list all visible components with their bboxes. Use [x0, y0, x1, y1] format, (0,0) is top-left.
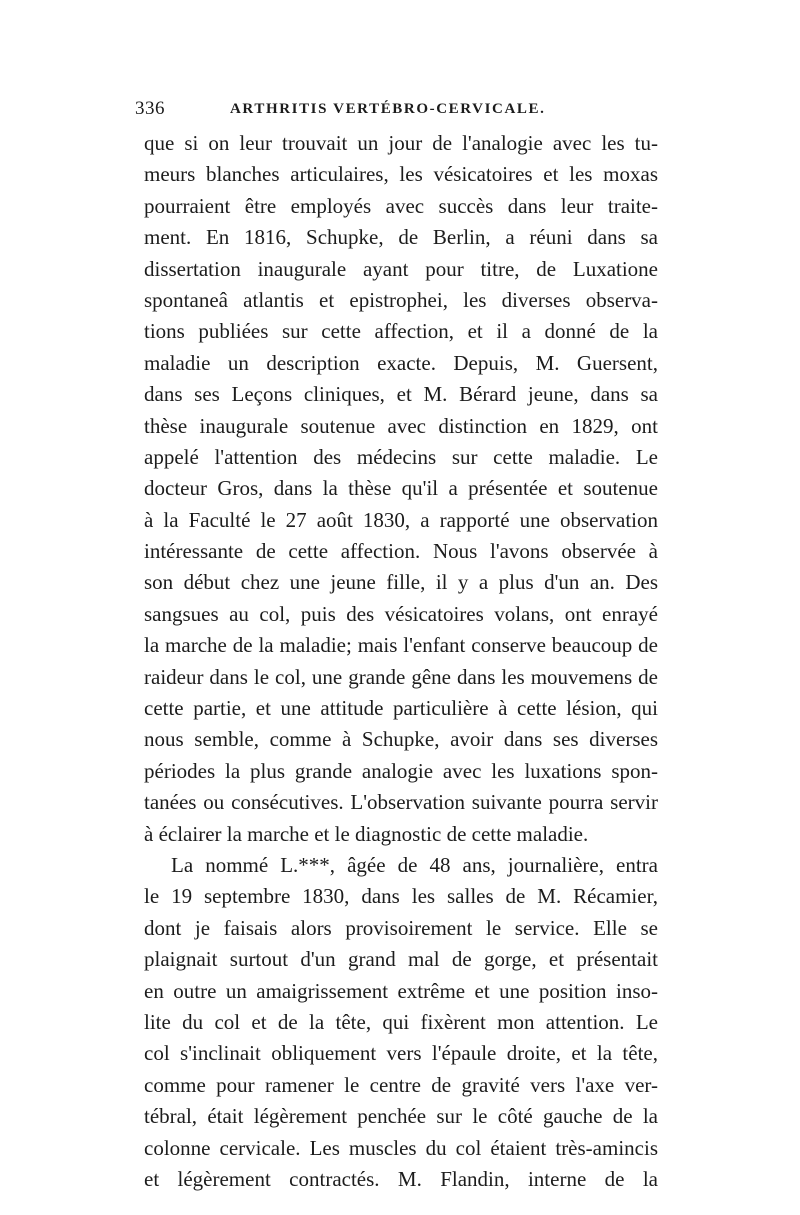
text-line: lite du col et de la tête, qui fixèrent mon attention. Le [144, 1009, 658, 1034]
text-line: ment. En 1816, Schupke, de Berlin, a réuni dans sa [144, 225, 658, 250]
text-line: maladie un description exacte. Depuis, M. Guersent, [144, 350, 658, 375]
text-line: en outre un amaigrissement extrême et une position inso- [144, 978, 658, 1003]
text-line: tions publiées sur cette affection, et il a donné de la [144, 319, 658, 344]
text-line: le 19 septembre 1830, dans les salles de M. Récamier, [144, 884, 658, 909]
text-line: dans ses Leçons cliniques, et M. Bérard jeune, dans sa [144, 382, 658, 407]
text-line: intéressante de cette affection. Nous l'avons observée à [144, 539, 658, 564]
text-line: nous semble, comme à Schupke, avoir dans ses diverses [144, 727, 658, 752]
page-number: 336 [135, 98, 165, 119]
text-line: plaignait surtout d'un grand mal de gorge, et présentait [144, 947, 658, 972]
text-line: tébral, était légèrement penchée sur le côté gauche de la [144, 1104, 658, 1129]
body-text [144, 128, 658, 1195]
text-line: spontaneâ atlantis et epistrophei, les diverses observa- [144, 287, 658, 312]
page-header [135, 98, 670, 122]
text-line: pourraient être employés avec succès dans leur traite- [144, 193, 658, 218]
running-title: ARTHRITIS VERTÉBRO-CERVICALE. [230, 101, 546, 117]
text-line: raideur dans le col, une grande gêne dans les mouvemens de [144, 664, 658, 689]
text-line: colonne cervicale. Les muscles du col étaient très-amincis [144, 1135, 658, 1160]
text-line: et légèrement contractés. M. Flandin, interne de la [144, 1166, 658, 1191]
text-line: à la Faculté le 27 août 1830, a rapporté une observation [144, 507, 658, 532]
text-line: périodes la plus grande analogie avec les luxations spon- [144, 758, 658, 783]
text-line: col s'inclinait obliquement vers l'épaule droite, et la tête, [144, 1041, 658, 1066]
text-line: cette partie, et une attitude particulière à cette lésion, qui [144, 696, 658, 721]
text-line: la marche de la maladie; mais l'enfant conserve beaucoup de [144, 633, 658, 658]
text-line: dont je faisais alors provisoirement le service. Elle se [144, 915, 658, 940]
text-line: comme pour ramener le centre de gravité vers l'axe ver- [144, 1072, 658, 1097]
text-line: son début chez une jeune fille, il y a plus d'un an. Des [144, 570, 658, 595]
text-line: La nommé L.***, âgée de 48 ans, journalière, entra [171, 852, 658, 877]
text-line: dissertation inaugurale ayant pour titre, de Luxatione [144, 256, 658, 281]
text-line: docteur Gros, dans la thèse qu'il a présentée et soutenue [144, 476, 658, 501]
text-line: tanées ou consécutives. L'observation suivante pourra servir [144, 790, 658, 815]
text-line: à éclairer la marche et le diagnostic de cette maladie. [144, 821, 589, 846]
text-line: appelé l'attention des médecins sur cette maladie. Le [144, 444, 658, 469]
text-line: meurs blanches articulaires, les vésicatoires et les moxas [144, 162, 658, 187]
text-line: thèse inaugurale soutenue avec distinction en 1829, ont [144, 413, 658, 438]
text-line: que si on leur trouvait un jour de l'analogie avec les tu- [144, 131, 658, 155]
text-line: sangsues au col, puis des vésicatoires volans, ont enrayé [144, 601, 658, 626]
